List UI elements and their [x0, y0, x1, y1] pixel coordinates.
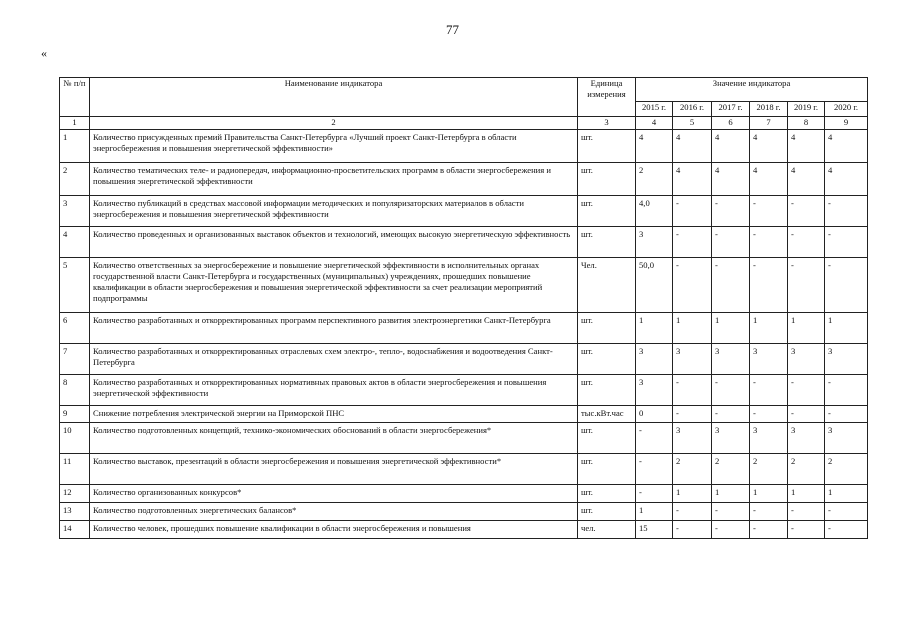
indicator-value: -	[673, 258, 712, 313]
indicator-value: 1	[636, 313, 673, 344]
indicator-value: 4	[712, 163, 750, 196]
indicator-value: -	[788, 503, 825, 521]
indicator-name: Количество подготовленных концепций, технико-экономических обоснований в области энергосбережения*	[90, 423, 578, 454]
table-row	[60, 227, 868, 258]
indicator-value: -	[825, 503, 868, 521]
indicator-value: -	[712, 375, 750, 406]
table-row	[60, 375, 868, 406]
column-numbers-row	[60, 117, 868, 130]
indicator-value: -	[636, 454, 673, 485]
table-row	[60, 313, 868, 344]
indicator-value: -	[673, 406, 712, 423]
unit-of-measure: чел.	[578, 521, 636, 539]
indicator-name: Количество публикаций в средствах массовой информации методических и популяризаторских материалов в области энергосбережения и повышения энергетической эффективности	[90, 196, 578, 227]
indicator-value: -	[750, 196, 788, 227]
indicator-name: Снижение потребления электрической энергии на Приморской ПНС	[90, 406, 578, 423]
row-number: 1	[60, 130, 90, 163]
column-number: 1	[60, 117, 90, 130]
indicator-value: -	[825, 406, 868, 423]
indicator-value: 1	[673, 485, 712, 503]
indicator-value: -	[788, 406, 825, 423]
indicator-name: Количество присужденных премий Правительства Санкт-Петербурга «Лучший проект Санкт-Петербурга в области энергосбережения и повышения энергетической эффективности»	[90, 130, 578, 163]
indicator-value: 4	[712, 130, 750, 163]
table-row	[60, 196, 868, 227]
indicator-value: -	[825, 258, 868, 313]
row-number: 3	[60, 196, 90, 227]
row-number: 10	[60, 423, 90, 454]
header-year: 2017 г.	[712, 102, 750, 117]
indicator-value: -	[825, 521, 868, 539]
indicator-value: 3	[636, 227, 673, 258]
unit-of-measure: Чел.	[578, 258, 636, 313]
indicator-value: 4	[673, 130, 712, 163]
indicator-value: -	[788, 375, 825, 406]
header-year: 2018 г.	[750, 102, 788, 117]
indicator-value: 4	[825, 163, 868, 196]
indicator-value: -	[750, 406, 788, 423]
indicator-value: -	[673, 521, 712, 539]
table-row	[60, 454, 868, 485]
indicator-value: 3	[788, 423, 825, 454]
indicator-value: 3	[750, 344, 788, 375]
table-row	[60, 344, 868, 375]
indicator-value: -	[750, 521, 788, 539]
row-number: 11	[60, 454, 90, 485]
indicator-value: 3	[825, 344, 868, 375]
row-number: 14	[60, 521, 90, 539]
column-number: 8	[788, 117, 825, 130]
row-number: 6	[60, 313, 90, 344]
indicator-value: -	[712, 406, 750, 423]
indicator-value: -	[712, 503, 750, 521]
indicator-value: 3	[673, 423, 712, 454]
indicator-value: 15	[636, 521, 673, 539]
indicator-value: -	[673, 503, 712, 521]
unit-of-measure: шт.	[578, 196, 636, 227]
indicator-name: Количество человек, прошедших повышение квалификации в области энергосбережения и повышения	[90, 521, 578, 539]
indicator-value: -	[712, 258, 750, 313]
indicator-value: 4	[750, 163, 788, 196]
column-number: 6	[712, 117, 750, 130]
header-year: 2015 г.	[636, 102, 673, 117]
indicator-value: 50,0	[636, 258, 673, 313]
indicator-value: 1	[825, 313, 868, 344]
indicator-value: 1	[788, 313, 825, 344]
indicator-value: 2	[636, 163, 673, 196]
unit-of-measure: шт.	[578, 375, 636, 406]
row-number: 7	[60, 344, 90, 375]
indicator-value: 3	[636, 344, 673, 375]
unit-of-measure: шт.	[578, 344, 636, 375]
opening-quote-mark: «	[41, 46, 47, 60]
indicator-value: -	[825, 375, 868, 406]
indicator-value: -	[673, 375, 712, 406]
indicator-value: 2	[750, 454, 788, 485]
indicator-value: 3	[636, 375, 673, 406]
indicator-value: 2	[788, 454, 825, 485]
indicator-value: 4	[825, 130, 868, 163]
indicator-value: 3	[712, 423, 750, 454]
unit-of-measure: шт.	[578, 130, 636, 163]
indicator-value: 3	[712, 344, 750, 375]
indicator-value: -	[636, 423, 673, 454]
page-number: 77	[446, 22, 459, 37]
indicator-value: 2	[712, 454, 750, 485]
indicator-value: -	[712, 227, 750, 258]
indicator-value: 4	[750, 130, 788, 163]
indicator-value: 2	[673, 454, 712, 485]
indicator-value: 4	[673, 163, 712, 196]
indicator-value: -	[825, 196, 868, 227]
indicator-name: Количество подготовленных энергетических балансов*	[90, 503, 578, 521]
column-number: 5	[673, 117, 712, 130]
indicator-value: -	[788, 521, 825, 539]
column-number: 9	[825, 117, 868, 130]
indicator-value: 1	[825, 485, 868, 503]
row-number: 13	[60, 503, 90, 521]
indicator-value: 2	[825, 454, 868, 485]
table-row	[60, 485, 868, 503]
indicator-value: -	[788, 196, 825, 227]
indicator-name: Количество тематических теле- и радиопередач, информационно-просветительских программ в области энергосбережения и повышения энергетической эффективности	[90, 163, 578, 196]
header-year: 2019 г.	[788, 102, 825, 117]
indicator-value: -	[750, 503, 788, 521]
indicator-value: 3	[825, 423, 868, 454]
indicator-value: 1	[712, 485, 750, 503]
column-number: 4	[636, 117, 673, 130]
table-row	[60, 130, 868, 163]
header-values: Значение индикатора	[636, 78, 868, 102]
indicator-name: Количество проведенных и организованных выставок объектов и технологий, имеющих высокую энергетическую эффективность	[90, 227, 578, 258]
indicator-value: 4	[636, 130, 673, 163]
indicator-name: Количество разработанных и откорректированных отраслевых схем электро-, тепло-, водоснабжения и водоотведения Санкт-Петербурга	[90, 344, 578, 375]
column-number: 2	[90, 117, 578, 130]
indicator-value: 1	[673, 313, 712, 344]
table-row	[60, 521, 868, 539]
row-number: 8	[60, 375, 90, 406]
indicator-value: -	[636, 485, 673, 503]
indicator-value: 4	[788, 130, 825, 163]
indicator-value: 1	[636, 503, 673, 521]
header-unit: Единица измерения	[578, 78, 636, 117]
unit-of-measure: шт.	[578, 163, 636, 196]
indicator-value: -	[673, 196, 712, 227]
column-number: 7	[750, 117, 788, 130]
indicator-name: Количество разработанных и откорректированных нормативных правовых актов в области энергосбережения и повышения энергетической эффективности	[90, 375, 578, 406]
table-row	[60, 423, 868, 454]
row-number: 5	[60, 258, 90, 313]
indicator-name: Количество организованных конкурсов*	[90, 485, 578, 503]
indicator-value: -	[788, 227, 825, 258]
table-row	[60, 406, 868, 423]
indicator-value: -	[712, 521, 750, 539]
table-row	[60, 163, 868, 196]
indicator-value: -	[750, 227, 788, 258]
indicator-value: 4,0	[636, 196, 673, 227]
indicators-table	[59, 77, 868, 539]
header-name: Наименование индикатора	[90, 78, 578, 117]
indicator-value: 4	[788, 163, 825, 196]
indicator-value: -	[825, 227, 868, 258]
indicator-value: 3	[788, 344, 825, 375]
row-number: 12	[60, 485, 90, 503]
unit-of-measure: тыс.кВт.час	[578, 406, 636, 423]
indicator-value: -	[712, 196, 750, 227]
header-num: № п/п	[60, 78, 90, 117]
unit-of-measure: шт.	[578, 313, 636, 344]
indicator-name: Количество выставок, презентаций в области энергосбережения и повышения энергетической эффективности*	[90, 454, 578, 485]
indicator-value: 1	[712, 313, 750, 344]
column-number: 3	[578, 117, 636, 130]
indicator-value: -	[750, 258, 788, 313]
indicator-value: 1	[750, 485, 788, 503]
unit-of-measure: шт.	[578, 454, 636, 485]
unit-of-measure: шт.	[578, 423, 636, 454]
indicator-name: Количество разработанных и откорректированных программ перспективного развития электроэнергетики Санкт-Петербурга	[90, 313, 578, 344]
indicator-name: Количество ответственных за энергосбережение и повышение энергетической эффективности в исполнительных органах государственной власти Санкт-Петербурга и государственных (муниципальных) учреждениях, прошедших повышение квалификации в области энергосбережения и повышения энергетической эффективности за счет реализации мероприятий подпрограммы	[90, 258, 578, 313]
row-number: 2	[60, 163, 90, 196]
indicator-value: 3	[673, 344, 712, 375]
indicator-value: -	[673, 227, 712, 258]
indicator-value: 0	[636, 406, 673, 423]
row-number: 4	[60, 227, 90, 258]
indicator-value: -	[750, 375, 788, 406]
indicator-value: 1	[750, 313, 788, 344]
indicator-value: -	[788, 258, 825, 313]
table-row	[60, 258, 868, 313]
table-body	[60, 130, 868, 539]
header-year: 2020 г.	[825, 102, 868, 117]
unit-of-measure: шт.	[578, 485, 636, 503]
indicator-value: 1	[788, 485, 825, 503]
unit-of-measure: шт.	[578, 503, 636, 521]
table-row	[60, 503, 868, 521]
indicator-value: 3	[750, 423, 788, 454]
row-number: 9	[60, 406, 90, 423]
header-year: 2016 г.	[673, 102, 712, 117]
unit-of-measure: шт.	[578, 227, 636, 258]
